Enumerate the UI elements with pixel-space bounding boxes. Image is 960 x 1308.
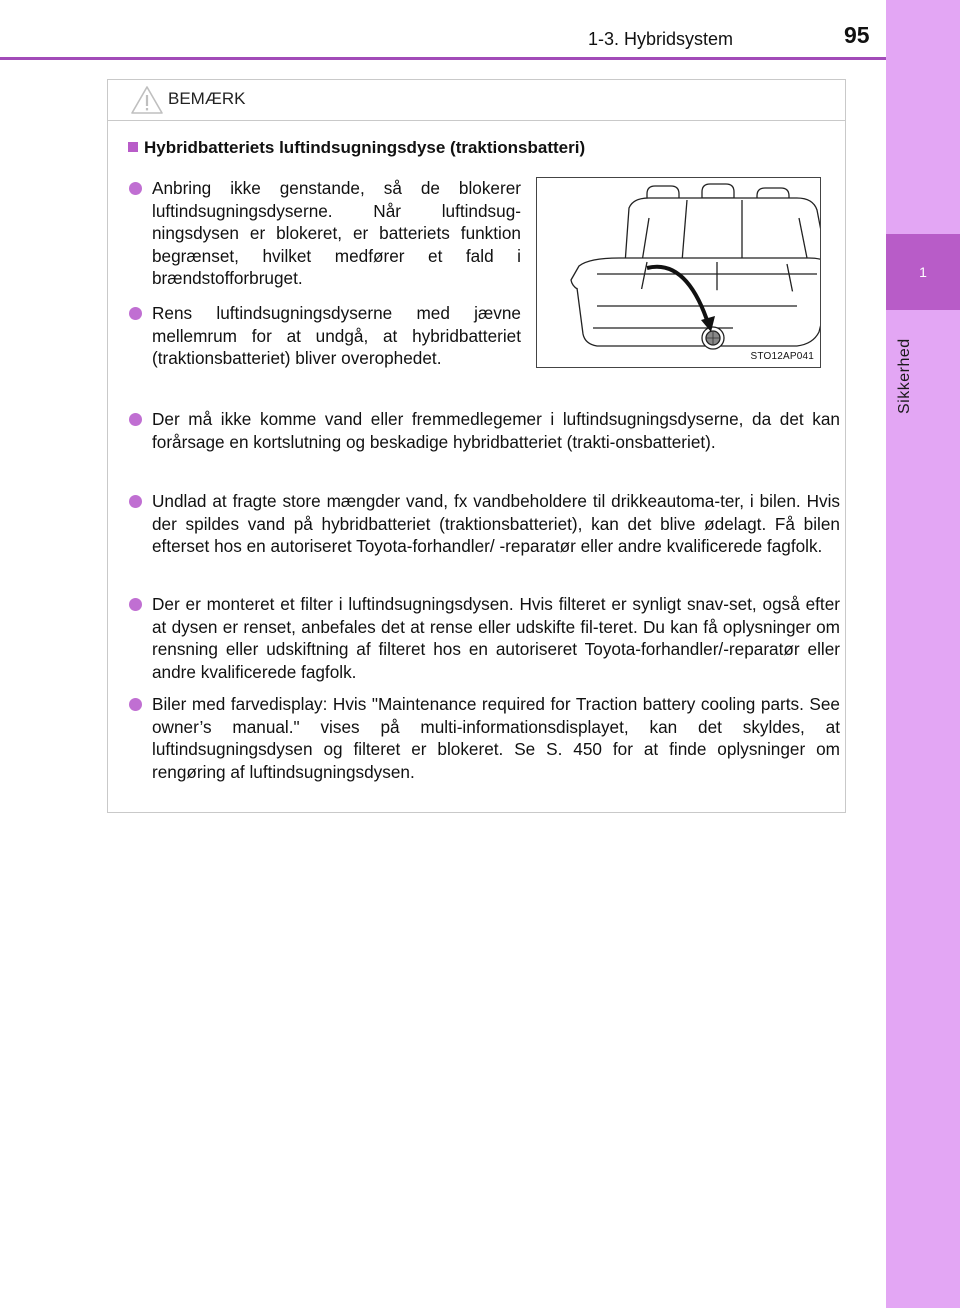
- chapter-number-tab[interactable]: 1: [886, 234, 960, 310]
- round-bullet-icon: [129, 307, 142, 320]
- bullet-item: [128, 693, 840, 783]
- bullet-item: [128, 593, 840, 683]
- bullet-text: Undlad at fragte store mængder vand, fx vandbeholdere til drikkeautoma-ter, i bilen. Hvis der spildes vand på hybridbatteriet (traktionsbatteriet), kan det blive ødelagt. Få bilen efterset hos en autoriseret Toyota-forhandler/ -reparatør eller andre kvalificerede fagfolk.: [152, 491, 840, 557]
- figure-label: STO12AP041: [750, 351, 814, 362]
- round-bullet-icon: [129, 698, 142, 711]
- square-bullet-icon: [128, 142, 138, 152]
- section-title: 1-3. Hybridsystem: [588, 29, 734, 49]
- rear-seat-illustration: [537, 178, 820, 367]
- bullet-text: Biler med farvedisplay: Hvis "Maintenance required for Traction battery cooling parts. See owner’s manual." vises på multi-informationsdisplayet, kan det skyldes, at luftindsugningsdysen og filteret er blokeret. Se S. 450 for at finde oplysninger om rengøring af luftindsugningsdysen.: [152, 694, 840, 782]
- subheading: [128, 138, 585, 158]
- warning-triangle-icon: [130, 85, 164, 115]
- page-number: 95: [844, 22, 870, 48]
- bullet-text: Anbring ikke genstande, så de blokerer luftindsugningsdyserne. Når luftindsug-ningsdysen er blokeret, er batteriets funktion begrænset, hvilket medfører et fald i brændstofforbruget.: [152, 178, 521, 289]
- bullet-item: [128, 490, 840, 558]
- notice-title: BEMÆRK: [168, 89, 246, 108]
- bullet-text: Rens luftindsugningsdyserne med jævne mellemrum for at undgå, at hybridbatteriet (traktionsbatteriet) bliver overophedet.: [152, 303, 521, 369]
- bullet-item: [128, 177, 521, 290]
- bullet-text: Der må ikke komme vand eller fremmedlegemer i luftindsugningsdyserne, da det kan forårsage en kortslutning og beskadige hybridbatteriet (trakti-onsbatteriet).: [152, 409, 840, 452]
- bullet-item: [128, 302, 521, 370]
- chapter-label: Sikkerhed: [896, 338, 913, 414]
- round-bullet-icon: [129, 598, 142, 611]
- notice-box: [107, 79, 846, 813]
- round-bullet-icon: [129, 182, 142, 195]
- header-rule: [0, 57, 886, 60]
- bullet-item: [128, 408, 840, 453]
- subheading-text: Hybridbatteriets luftindsugningsdyse (traktionsbatteri): [144, 138, 586, 157]
- notice-header: [108, 80, 845, 121]
- rear-seat-figure: [536, 177, 821, 368]
- chapter-sidebar: [886, 0, 960, 1308]
- round-bullet-icon: [129, 495, 142, 508]
- bullet-text: Der er monteret et filter i luftindsugningsdysen. Hvis filteret er synligt snav-set, også efter at dysen er renset, anbefales det at rense eller udskifte fil-teret. Du kan få oplysninger om rensning eller udskiftning af filteret hos en autoriseret Toyota-forhandler/-reparatør eller andre kvalificerede fagfolk.: [152, 594, 840, 682]
- round-bullet-icon: [129, 413, 142, 426]
